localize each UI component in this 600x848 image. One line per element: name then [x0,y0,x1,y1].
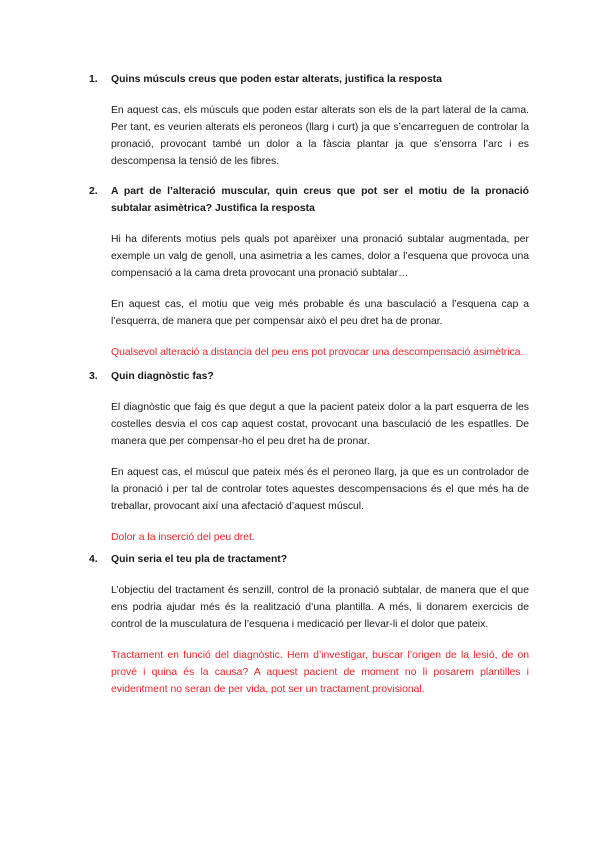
question-heading [89,71,529,88]
question-number: 1. [89,74,98,85]
question-title: Quin diagnòstic fas? [111,371,214,382]
question-number: 4. [89,554,98,565]
question-title: A part de l’alteració muscular, quin creus que pot ser el motiu de la pronació subtalar asimètrica? Justifica la resposta [111,186,529,214]
question-1 [89,71,529,170]
answer-paragraph: En aquest cas, el motiu que veig més probable és una basculació a l’esquena cap a l’esquerra, de manera que per compensar això el peu dret ha de pronar. [111,299,529,327]
question-title: Quins músculs creus que poden estar alterats, justifica la resposta [111,74,442,85]
teacher-note: Dolor a la inserció del peu dret. [111,532,255,543]
teacher-note: Tractament en funció del diagnòstic. Hem d’investigar, buscar l’origen de la lesió, de on prové i quina és la causa? A aquest pacient de moment no li posarem plantilles i evidentment no seran de per vida, pot ser un tractament provisional. [111,650,529,695]
question-4 [89,551,529,698]
question-number: 2. [89,186,98,197]
answer-paragraph: L’objectiu del tractament és senzill, control de la pronació subtalar, de manera que el que ens podria ajudar més és la realització d’una plantilla. A més, li donarem exercicis de control de la musculatura de l’esquena i medicació per llevar-li el dolor que pateix. [111,585,529,630]
question-heading [89,183,529,217]
question-number: 3. [89,371,98,382]
question-2 [89,183,529,361]
answer-paragraph: En aquest cas, el múscul que pateix més és el peroneo llarg, ja que es un controlador de la pronació i per tal de controlar totes aquestes descompensacions és el que més ha de treballar, provocant així una afectació d’aquest múscul. [111,467,529,512]
teacher-note: Qualsevol alteració a distancia del peu ens pot provocar una descompensació asimètrica. [111,347,524,358]
answer-paragraph: Hi ha diferents motius pels quals pot aparèixer una pronació subtalar augmentada, per exemple un valg de genoll, una asimetria a les cames, dolor a l’esquena que provoca una compensació a la cama dreta provocant una pronació subtalar… [111,234,529,279]
question-heading [89,551,529,568]
question-heading [89,368,529,385]
answer-paragraph: El diagnòstic que faig és que degut a que la pacient pateix dolor a la part esquerra de les costelles desvia el cos cap aquest costat, provocant una basculació de les espatlles. De manera que per compensar-ho el peu dret ha de pronar. [111,402,529,447]
question-title: Quin seria el teu pla de tractament? [111,554,288,565]
question-3 [89,368,529,546]
answer-paragraph: En aquest cas, els músculs que poden estar alterats son els de la part lateral de la cama. Per tant, es veurien alterats els peroneos (llarg i curt) ja que s’encarreguen de controlar la pronació, provocant també un dolor a la fàscia plantar ja que s’ensorra l’arc i es descompensa la tensió de les fibres. [111,105,529,167]
